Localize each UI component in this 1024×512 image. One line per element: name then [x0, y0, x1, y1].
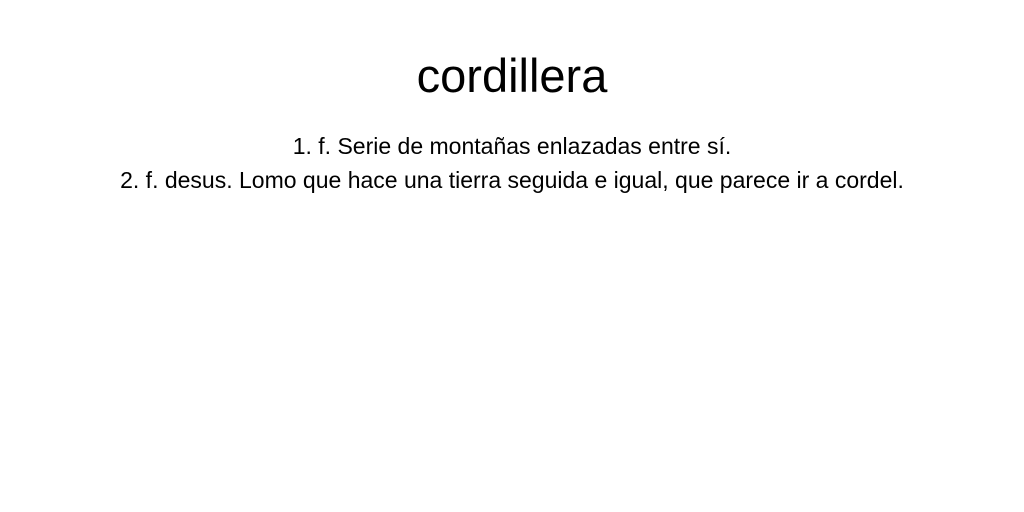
definition-2: 2. f. desus. Lomo que hace una tierra seguida e igual, que parece ir a cordel. — [120, 167, 904, 193]
definition-list — [0, 106, 1024, 197]
definition-1: 1. f. Serie de montañas enlazadas entre sí. — [292, 133, 732, 159]
headword: cordillera — [416, 49, 608, 102]
dictionary-entry — [0, 0, 1024, 197]
